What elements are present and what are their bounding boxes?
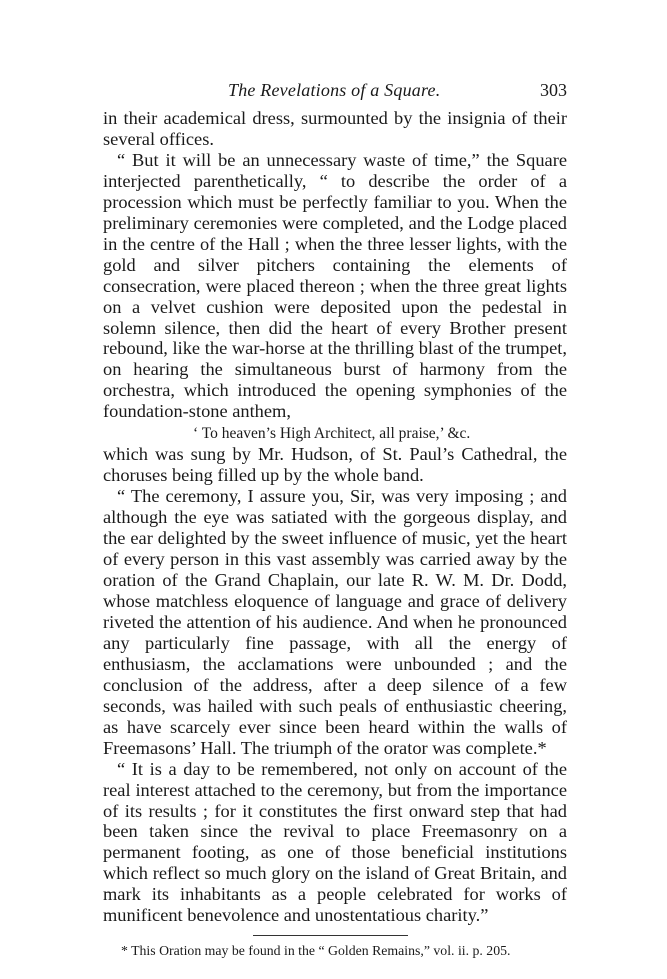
paragraph-procession: “ But it will be an unnecessary waste of time,” the Square interjected parenthetically, “ to describe the order of a procession which must be perfectly familiar to you. When the preliminary ceremonies were completed, and the Lodge placed in the centre of the Hall ; when the three lesser lights, with the gold and silver pitchers containing the elements of consecration, were placed thereon ; when the three great lights on a velvet cushion were deposited upon the pedestal in solemn silence, then did the heart of every Brother present rebound, like the war-horse at the thrilling blast of the trumpet, on hearing the simultaneous burst of harmony from the orchestra, which introduced the opening symphonies of the foundation-stone anthem, bbox=[103, 149, 567, 422]
book-page bbox=[103, 80, 567, 960]
paragraph-remembered: “ It is a day to be remembered, not only on account of the real interest attached to the ceremony, but from the importance of its results ; for it constitutes the first onward step that had been taken since the revival to place Freemasonry on a permanent footing, as one of those beneficial institutions which reflect so much glory on the island of Great Britain, and mark its inhabitants as a people celebrated for works of munificent benevolence and unostentatious charity.” bbox=[103, 758, 567, 926]
running-header bbox=[103, 80, 567, 108]
paragraph-continuation: in their academical dress, surmounted by the insignia of their several offices. bbox=[103, 108, 567, 149]
paragraph-anthem: which was sung by Mr. Hudson, of St. Paul’s Cathedral, the choruses being filled up by the whole band. bbox=[103, 444, 567, 486]
footnote-rule bbox=[253, 935, 408, 936]
footnote: * This Oration may be found in the “ Golden Remains,” vol. ii. p. 205. bbox=[121, 943, 511, 959]
running-title: The Revelations of a Square. bbox=[228, 80, 441, 100]
page-number: 303 bbox=[540, 80, 567, 100]
body-text bbox=[103, 108, 567, 926]
paragraph-oration: “ The ceremony, I assure you, Sir, was very imposing ; and although the eye was satiated with the gorgeous display, and the ear delighted by the sweet influence of music, yet the heart of every person in this vast assembly was carried away by the oration of the Grand Chaplain, our late R. W. M. Dr. Dodd, whose matchless eloquence of language and grace of delivery riveted the attention of his audience. And when he pronounced any particularly fine passage, with all the energy of enthusiasm, the acclamations were unbounded ; and the conclusion of the address, after a deep silence of a few seconds, was hailed with such peals of enthusiastic cheering, as have scarcely ever since been heard within the walls of Freemasons’ Hall. The triumph of the orator was complete.* bbox=[103, 486, 567, 758]
anthem-verse: ‘ To heaven’s High Architect, all praise,’ &c. bbox=[193, 425, 471, 443]
